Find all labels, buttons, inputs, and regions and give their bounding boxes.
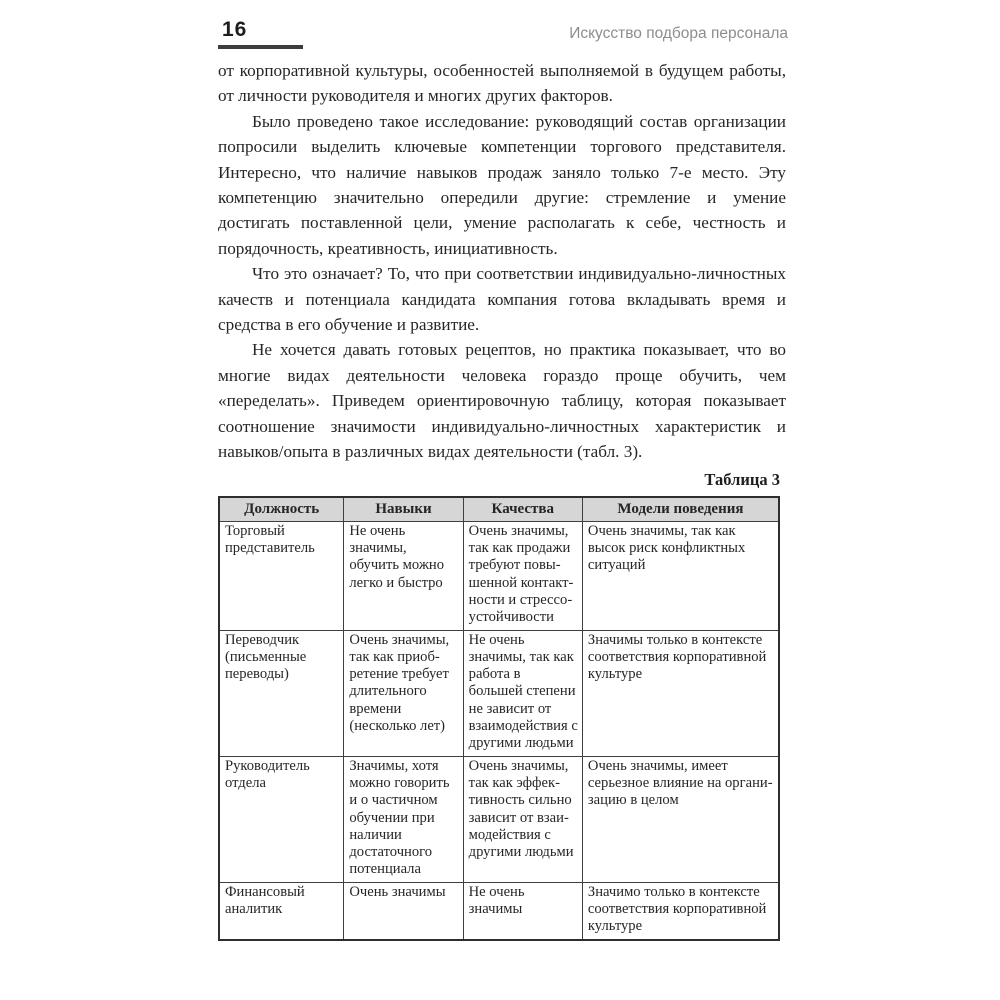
table-header-cell: Должность (219, 497, 344, 522)
table-cell: Значимы, хотя можно говорить и о частичном обучении при наличии достаточного потенциала (344, 756, 463, 882)
paragraph: от корпоративной культуры, особенностей выполняемой в будущем работы, от личности руководителя и многих других факторов. (218, 61, 786, 106)
table-header-cell: Навыки (344, 497, 463, 522)
table-cell: Финансовый аналитик (219, 882, 344, 939)
table-row (219, 882, 779, 939)
table-cell: Переводчик (письменные переводы) (219, 630, 344, 756)
table-header-cell: Качества (463, 497, 582, 522)
table-header-cell: Модели поведения (582, 497, 779, 522)
table-cell: Очень значимы, так как высок риск конфликтных ситуаций (582, 521, 779, 630)
table-head (219, 497, 779, 522)
table-caption: Таблица 3 (704, 469, 780, 489)
table-row (219, 756, 779, 882)
paragraph: Что это означает? То, что при соответствии индивидуально-личностных качеств и потенциала кандидата компания готова вкладывать время и средства в его обучение и развитие. (218, 264, 786, 335)
table-cell: Значимо только в контексте соответствия корпоративной культуре (582, 882, 779, 939)
table-row (219, 630, 779, 756)
table-cell: Очень значимы, так как продажи требуют повышенной контактности и стрессоустойчивости (463, 521, 582, 630)
header-rule (218, 45, 303, 49)
table-cell: Очень значимы, так как приобретение требует длительного времени (несколько лет) (344, 630, 463, 756)
paragraph: Не хочется давать готовых рецептов, но практика показывает, что во многие видах деятельности человека гораздо проще обучить, чем «переделать». Приведем ориентировочную таблицу, которая показывает соотношение значимости индивидуально-личностных характеристик и навыков/опыта в различных видах деятельности (табл. 3). (218, 340, 786, 462)
table-cell: Очень значимы (344, 882, 463, 939)
page-number: 16 (222, 18, 248, 41)
paragraph: Было проведено такое исследование: руководящий состав организации попросили выделить ключевые компетенции торгового представителя. Интересно, что наличие навыков продаж заняло только 7-е место. Эту компетенцию значительно опередили другие: стремление и умение достигать поставленной цели, умение располагать к себе, честность и порядочность, креативность, инициативность. (218, 111, 786, 258)
table-cell: Руководитель отдела (219, 756, 344, 882)
running-title: Искусство подбора персонала (569, 25, 788, 42)
book-page (218, 18, 788, 941)
table-body (219, 521, 779, 939)
table-header-row (219, 497, 779, 522)
page-header (218, 18, 788, 49)
table-cell: Торговый представитель (219, 521, 344, 630)
table-cell: Очень значимы, имеет серьезное влияние на организацию в целом (582, 756, 779, 882)
table-cell: Не очень значимы, так как работа в большей степени не зависит от взаимодействия с другими людьми (463, 630, 582, 756)
table-cell: Не очень значимы (463, 882, 582, 939)
competency-table (218, 496, 780, 941)
table-row (219, 521, 779, 630)
table-cell: Не очень значимы, обучить можно легко и быстро (344, 521, 463, 630)
table-cell: Очень значимы, так как эффективность сильно зависит от взаимодействия с другими людьми (463, 756, 582, 882)
table-cell: Значимы только в контексте соответствия корпоративной культуре (582, 630, 779, 756)
page-number-block (218, 18, 303, 49)
article (218, 58, 786, 465)
